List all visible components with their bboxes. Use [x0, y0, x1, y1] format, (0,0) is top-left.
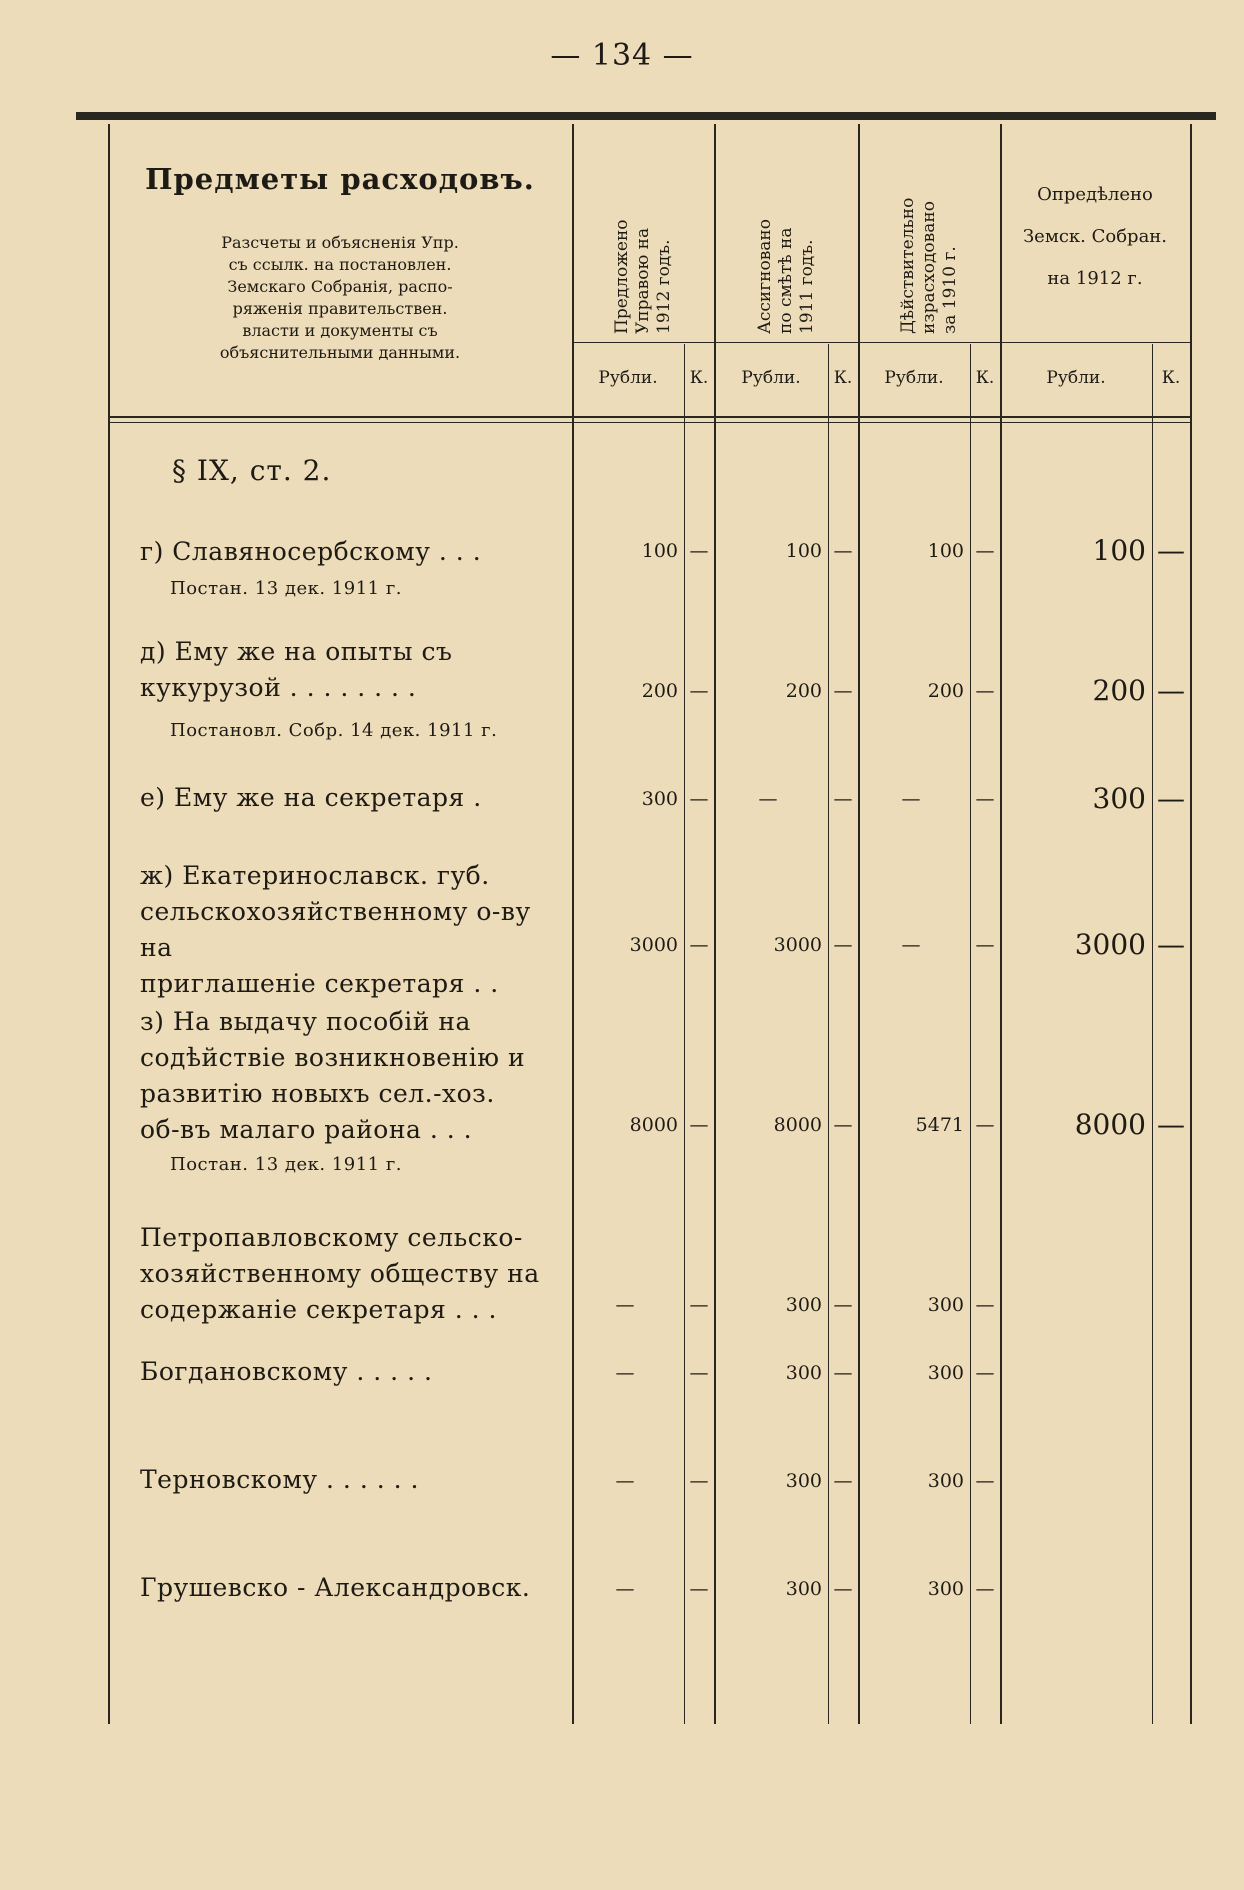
kopeck-cell: —	[833, 1362, 853, 1384]
ruble-cell: 300	[785, 1362, 822, 1384]
ruble-cell: 300	[785, 1470, 822, 1492]
unit-rub: Рубли.	[884, 368, 944, 388]
kopeck-cell: —	[833, 934, 853, 956]
ruble-cell: 200	[641, 680, 678, 702]
col-divider	[1000, 124, 1002, 1724]
kopeck-cell: —	[689, 540, 709, 562]
kopeck-cell: —	[833, 788, 853, 810]
ruble-cell: 300	[927, 1470, 964, 1492]
kopeck-cell: —	[975, 540, 995, 562]
kopeck-cell: —	[1157, 534, 1185, 567]
kopeck-cell: —	[689, 1114, 709, 1136]
ruble-cell: —	[758, 788, 778, 810]
col-head-determined: Опредѣлено Земск. Собран. на 1912 г.	[1022, 184, 1168, 289]
item-line: содержаніе секретаря . . .	[140, 1295, 497, 1324]
ruble-cell: 300	[785, 1578, 822, 1600]
ruble-cell: 200	[785, 680, 822, 702]
expense-table	[108, 124, 1192, 1724]
ruble-cell: 200	[927, 680, 964, 702]
kopeck-cell: —	[975, 788, 995, 810]
item-description	[140, 1220, 570, 1328]
item-line: е) Ему же на секретаря .	[140, 783, 482, 812]
page-number: — 134 —	[550, 38, 694, 73]
ruble-cell: 300	[927, 1294, 964, 1316]
item-description	[140, 1004, 570, 1148]
ruble-cell: 8000	[1074, 1108, 1146, 1141]
header-title: Предметы расходовъ.	[145, 162, 535, 196]
kopeck-cell: —	[689, 1294, 709, 1316]
item-description	[140, 634, 570, 706]
item-line: хозяйственному обществу на	[140, 1259, 540, 1288]
kopeck-cell: —	[689, 934, 709, 956]
kopeck-cell: —	[975, 1114, 995, 1136]
ruble-cell: —	[615, 1470, 635, 1492]
item-line: г) Славяносербскому . . .	[140, 537, 482, 566]
item-line: ж) Екатеринославск. губ.	[140, 861, 490, 890]
ruble-cell: 300	[927, 1578, 964, 1600]
kopeck-cell: —	[689, 1470, 709, 1492]
item-line: сельскохозяйственному о-ву на	[140, 897, 531, 962]
unit-rub: Рубли.	[1046, 368, 1106, 388]
ruble-cell: 100	[785, 540, 822, 562]
ruble-cell: 100	[927, 540, 964, 562]
item-line: д) Ему же на опыты съ	[140, 637, 453, 666]
ruble-cell: 8000	[773, 1114, 822, 1136]
unit-kop: К.	[975, 368, 995, 388]
item-description	[140, 780, 570, 816]
ruble-cell: 200	[1092, 674, 1146, 707]
ruble-cell: 8000	[629, 1114, 678, 1136]
kopeck-cell: —	[975, 934, 995, 956]
resolution-note: Постан. 13 дек. 1911 г.	[170, 578, 402, 599]
unit-kop: К.	[1161, 368, 1181, 388]
col-head-spent: Дѣйствительно израсходовано за 1910 г.	[897, 197, 960, 334]
item-description	[140, 1354, 570, 1390]
ruble-cell: —	[615, 1362, 635, 1384]
item-description	[140, 1570, 570, 1606]
kopeck-cell: —	[1157, 674, 1185, 707]
kopeck-cell: —	[975, 1294, 995, 1316]
ruble-cell: 5471	[915, 1114, 964, 1136]
item-line: Терновскому . . . . . .	[140, 1465, 419, 1494]
item-description	[140, 1462, 570, 1498]
kopeck-cell: —	[833, 680, 853, 702]
header-bottom-rule-2	[110, 422, 1190, 423]
kopeck-cell: —	[1157, 782, 1185, 815]
kopeck-cell: —	[975, 1470, 995, 1492]
top-rule	[76, 112, 1216, 120]
kopeck-cell: —	[689, 680, 709, 702]
kopeck-cell: —	[833, 540, 853, 562]
ruble-cell: 300	[927, 1362, 964, 1384]
unit-rub: Рубли.	[598, 368, 658, 388]
ruble-cell: 100	[641, 540, 678, 562]
resolution-note: Постановл. Собр. 14 дек. 1911 г.	[170, 720, 498, 741]
ruble-cell: 300	[785, 1294, 822, 1316]
ruble-cell: —	[901, 934, 921, 956]
item-description	[140, 858, 570, 1002]
unit-rub: Рубли.	[741, 368, 801, 388]
ruble-cell: —	[615, 1294, 635, 1316]
item-line: з) На выдачу пособій на	[140, 1007, 471, 1036]
kopeck-cell: —	[1157, 928, 1185, 961]
kopeck-cell: —	[833, 1294, 853, 1316]
item-line: содѣйствіе возникновенію и	[140, 1043, 526, 1072]
kopeck-cell: —	[1157, 1108, 1185, 1141]
section-title: § IX, ст. 2.	[172, 454, 332, 487]
item-line: кукурузой . . . . . . . .	[140, 673, 417, 702]
kopeck-cell: —	[689, 1362, 709, 1384]
item-line: об-въ малаго района . . .	[140, 1115, 473, 1144]
kopeck-cell: —	[833, 1470, 853, 1492]
kopeck-cell: —	[689, 788, 709, 810]
ruble-cell: 300	[1092, 782, 1146, 815]
ruble-cell: 3000	[629, 934, 678, 956]
item-line: приглашеніе секретаря . .	[140, 969, 499, 998]
item-description	[140, 534, 570, 570]
item-line: Богдановскому . . . . .	[140, 1357, 433, 1386]
ruble-cell: 300	[641, 788, 678, 810]
ruble-cell: 3000	[773, 934, 822, 956]
col-head-proposed: Предложено Управою на 1912 годъ.	[611, 219, 674, 334]
kopeck-cell: —	[975, 1362, 995, 1384]
resolution-note: Постан. 13 дек. 1911 г.	[170, 1154, 402, 1175]
unit-kop: К.	[689, 368, 709, 388]
kopeck-cell: —	[975, 680, 995, 702]
ruble-cell: 100	[1092, 534, 1146, 567]
ruble-cell: —	[901, 788, 921, 810]
ruble-cell: 3000	[1074, 928, 1146, 961]
header-description: Разсчеты и объясненія Упр. съ ссылк. на постановлен. Земскаго Собранія, распо- ряженія правительствен. власти и документы съ объяснительными данными.	[219, 233, 461, 362]
kopeck-cell: —	[833, 1578, 853, 1600]
unit-row-rule	[572, 342, 1190, 343]
kopeck-cell: —	[833, 1114, 853, 1136]
unit-kop: К.	[833, 368, 853, 388]
header-bottom-rule	[110, 416, 1190, 418]
item-line: развитію новыхъ сел.-хоз.	[140, 1079, 495, 1108]
item-line: Петропавловскому сельско-	[140, 1223, 523, 1252]
ruble-cell: —	[615, 1578, 635, 1600]
kopeck-cell: —	[689, 1578, 709, 1600]
col-head-assigned: Ассигновано по смѣтѣ на 1911 годъ.	[754, 219, 817, 334]
kopeck-cell: —	[975, 1578, 995, 1600]
item-line: Грушевско - Александровск.	[140, 1573, 531, 1602]
